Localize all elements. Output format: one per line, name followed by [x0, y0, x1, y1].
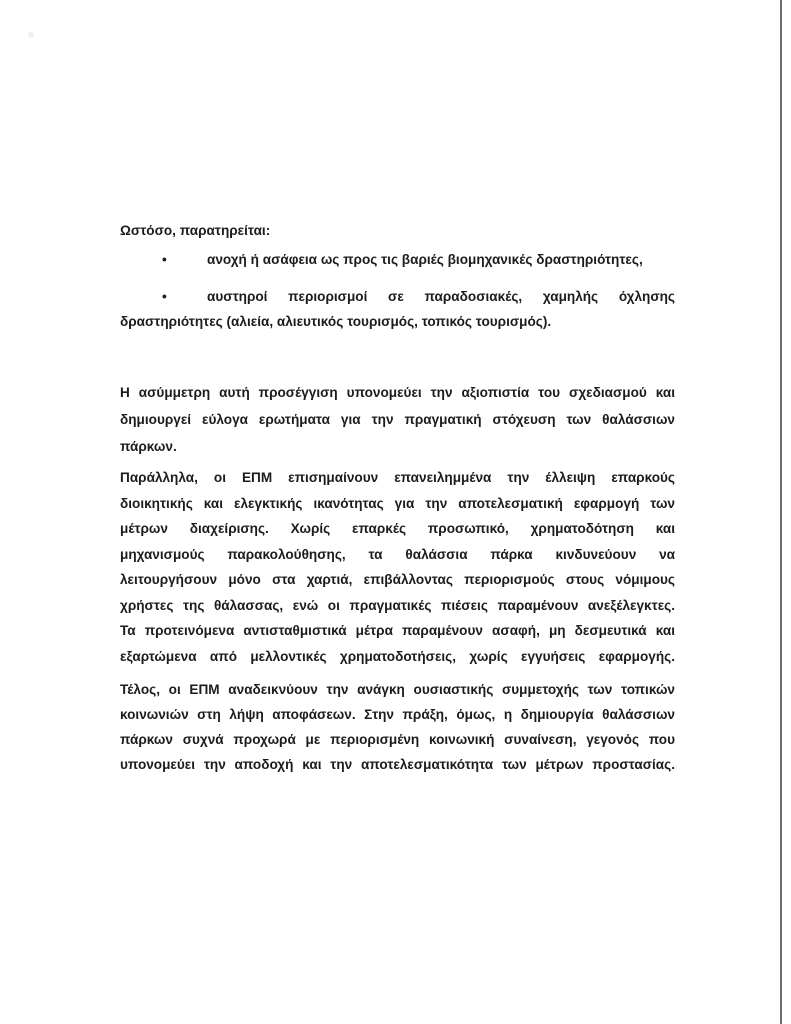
bullet-icon: •: [162, 252, 167, 267]
page-edge-divider: [780, 0, 782, 1024]
paragraph-line: Τέλος, οι ΕΠΜ αναδεικνύουν την ανάγκη ουσιαστικής συμμετοχής των τοπικών: [120, 682, 675, 697]
paragraph-line: λειτουργήσουν μόνο στα χαρτιά, επιβάλλοντας περιορισμούς στους νόμιμους: [120, 572, 675, 587]
paragraph-line: χρήστες της θάλασσας, ενώ οι πραγματικές πιέσεις παραμένουν ανεξέλεγκτες.: [120, 597, 675, 613]
paragraph-line: Η ασύμμετρη αυτή προσέγγιση υπονομεύει την αξιοπιστία του σχεδιασμού και: [120, 385, 675, 400]
paragraph-line: πάρκων συχνά προχωρά με περιορισμένη κοινωνική συναίνεση, γεγονός που: [120, 732, 675, 747]
bullet-item: [120, 247, 675, 273]
paragraph-line: Τα προτεινόμενα αντισταθμιστικά μέτρα παραμένουν ασαφή, μη δεσμευτικά και: [120, 623, 675, 638]
intro-text: Ωστόσο, παρατηρείται:: [120, 223, 271, 238]
bullet-text: ανοχή ή ασάφεια ως προς τις βαριές βιομηχανικές δραστηριότητες,: [207, 252, 643, 267]
bullet-text-continuation: δραστηριότητες (αλιεία, αλιευτικός τουρισμός, τοπικός τουρισμός).: [120, 314, 552, 329]
paragraph-line: Παράλληλα, οι ΕΠΜ επισημαίνουν επανειλημμένα την έλλειψη επαρκούς: [120, 470, 675, 485]
bullet-icon: •: [162, 289, 167, 304]
scan-speck: [28, 32, 34, 38]
paragraph-line: δημιουργεί εύλογα ερωτήματα για την πραγματική στόχευση των θαλάσσιων: [120, 412, 675, 427]
paragraph-line: κοινωνιών στη λήψη αποφάσεων. Στην πράξη, όμως, η δημιουργία θαλάσσιων: [120, 707, 675, 722]
paragraph-line: διοικητικής και ελεγκτικής ικανότητας για την αποτελεσματική εφαρμογή των: [120, 495, 675, 511]
paragraph-line: εξαρτώμενα από μελλοντικές χρηματοδοτήσεις, χωρίς εγγυήσεις εφαρμογής.: [120, 648, 675, 664]
paragraph-line: μηχανισμούς παρακολούθησης, τα θαλάσσια πάρκα κινδυνεύουν να: [120, 546, 675, 562]
paragraph-line: υπονομεύει την αποδοχή και την αποτελεσματικότητα των μέτρων προστασίας.: [120, 757, 675, 772]
paragraph-line: μέτρων διαχείρισης. Χωρίς επαρκές προσωπικό, χρηματοδότηση και: [120, 521, 675, 536]
bullet-text: αυστηροί περιορισμοί σε παραδοσιακές, χαμηλής όχλησης: [207, 289, 675, 304]
bullet-item: [120, 284, 675, 310]
paragraph-line: πάρκων.: [120, 439, 177, 454]
